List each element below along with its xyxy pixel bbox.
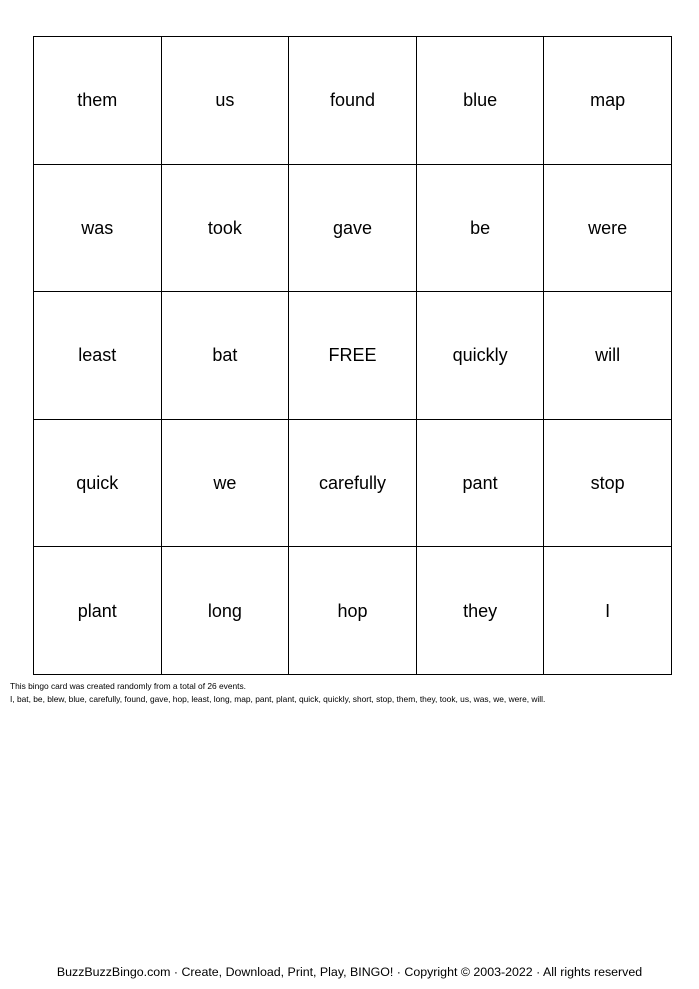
bingo-cell: took [161,164,289,292]
bingo-cell: blue [416,37,544,165]
bingo-cell: we [161,419,289,547]
bingo-cell: them [34,37,162,165]
bingo-cell: be [416,164,544,292]
bingo-card [33,36,672,675]
bingo-row [34,419,672,547]
bingo-cell: were [544,164,672,292]
bingo-row [34,164,672,292]
footer-copyright: BuzzBuzzBingo.com · Create, Download, Print, Play, BINGO! · Copyright © 2003-2022 · All rights reserved [56,965,643,979]
bingo-cell: found [289,37,417,165]
bingo-cell: map [544,37,672,165]
bingo-cell: hop [289,547,417,675]
bingo-cell: plant [34,547,162,675]
word-list-text: I, bat, be, blew, blue, carefully, found, gave, hop, least, long, map, pant, plant, quick, quickly, short, stop, them, they, took, us, was, we, were, will. [10,694,546,704]
bingo-cell: us [161,37,289,165]
bingo-cell: long [161,547,289,675]
bingo-row [34,292,672,420]
bingo-cell: quickly [416,292,544,420]
bingo-free-cell: FREE [289,292,417,420]
card-info-text: This bingo card was created randomly from a total of 26 events. [10,681,247,691]
bingo-cell: I [544,547,672,675]
bingo-cell: pant [416,419,544,547]
bingo-cell: carefully [289,419,417,547]
bingo-cell: gave [289,164,417,292]
bingo-cell: they [416,547,544,675]
bingo-cell: bat [161,292,289,420]
bingo-row [34,547,672,675]
bingo-cell: was [34,164,162,292]
bingo-cell: stop [544,419,672,547]
bingo-cell: least [34,292,162,420]
bingo-cell: will [544,292,672,420]
bingo-row [34,37,672,165]
bingo-cell: quick [34,419,162,547]
